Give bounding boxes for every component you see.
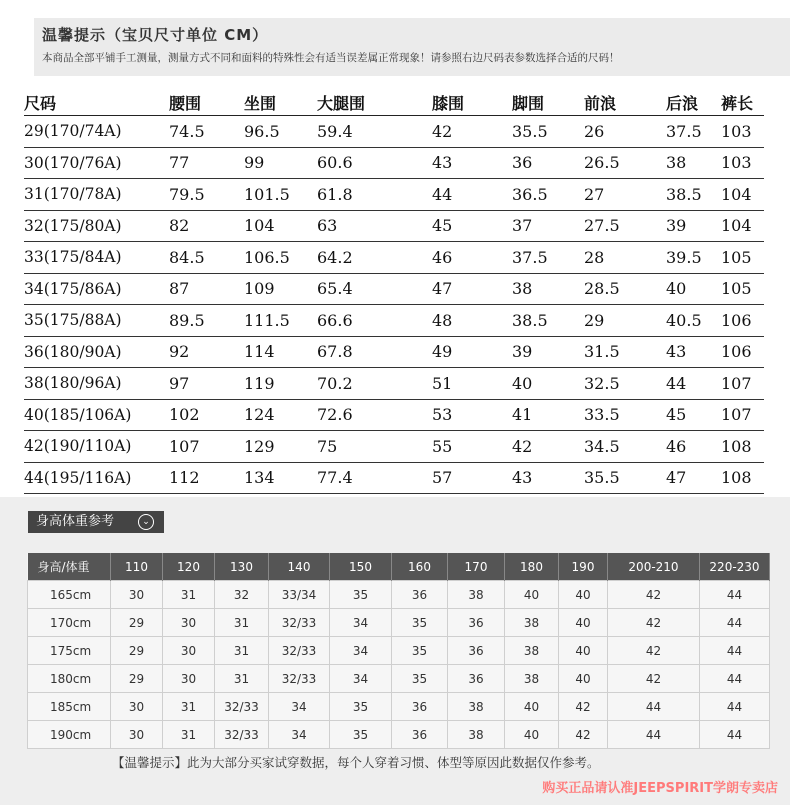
recommended-size-cell: 40 xyxy=(559,665,608,693)
size-row xyxy=(24,399,764,431)
recommended-size-cell: 30 xyxy=(163,665,215,693)
size-value-cell: 34.5 xyxy=(584,431,666,463)
size-value-cell: 44 xyxy=(432,179,512,211)
height-weight-header-row xyxy=(28,553,770,581)
weight-header-cell: 160 xyxy=(392,553,448,581)
weight-header-cell: 200-210 xyxy=(608,553,700,581)
size-value-cell: 63 xyxy=(317,210,432,242)
size-value-cell: 26 xyxy=(584,116,666,148)
size-value-cell: 39 xyxy=(666,210,721,242)
height-weight-reference-tab[interactable] xyxy=(28,511,164,533)
size-value-cell: 36.5 xyxy=(512,179,584,211)
height-label-cell: 190cm xyxy=(28,721,111,749)
size-value-cell: 107 xyxy=(721,399,764,431)
size-header-cell: 腰围 xyxy=(169,90,244,116)
size-row xyxy=(24,147,764,179)
weight-header-cell: 110 xyxy=(111,553,163,581)
size-value-cell: 124 xyxy=(244,399,317,431)
height-label-cell: 170cm xyxy=(28,609,111,637)
size-value-cell: 103 xyxy=(721,116,764,148)
size-value-cell: 49 xyxy=(432,336,512,368)
size-value-cell: 65.4 xyxy=(317,273,432,305)
recommended-size-cell: 42 xyxy=(608,637,700,665)
recommended-size-cell: 35 xyxy=(392,609,448,637)
size-value-cell: 27 xyxy=(584,179,666,211)
recommended-size-cell: 44 xyxy=(608,721,700,749)
weight-header-cell: 220-230 xyxy=(700,553,770,581)
weight-header-cell: 130 xyxy=(215,553,269,581)
size-value-cell: 42 xyxy=(512,431,584,463)
size-value-cell: 29 xyxy=(584,305,666,337)
size-header-cell: 尺码 xyxy=(24,90,169,116)
recommended-size-cell: 32 xyxy=(215,581,269,609)
size-value-cell: 43 xyxy=(512,462,584,494)
footer-tip: 【温馨提示】此为大部分买家试穿数据，每个人穿着习惯、体型等原因此数据仅作参考。 xyxy=(112,755,600,770)
size-label-cell: 34(175/86A) xyxy=(24,273,169,305)
recommended-size-cell: 36 xyxy=(392,721,448,749)
size-value-cell: 77.4 xyxy=(317,462,432,494)
size-label-cell: 30(170/76A) xyxy=(24,147,169,179)
size-label-cell: 32(175/80A) xyxy=(24,210,169,242)
size-label-cell: 38(180/96A) xyxy=(24,368,169,400)
recommended-size-cell: 32/33 xyxy=(269,609,330,637)
size-value-cell: 37.5 xyxy=(666,116,721,148)
size-value-cell: 101.5 xyxy=(244,179,317,211)
size-value-cell: 75 xyxy=(317,431,432,463)
size-value-cell: 59.4 xyxy=(317,116,432,148)
recommended-size-cell: 34 xyxy=(330,609,392,637)
size-row xyxy=(24,179,764,211)
size-label-cell: 29(170/74A) xyxy=(24,116,169,148)
recommended-size-cell: 32/33 xyxy=(215,693,269,721)
recommended-size-cell: 34 xyxy=(269,693,330,721)
size-header-cell: 膝围 xyxy=(432,90,512,116)
size-value-cell: 45 xyxy=(432,210,512,242)
recommended-size-cell: 42 xyxy=(608,609,700,637)
size-label-cell: 36(180/90A) xyxy=(24,336,169,368)
recommended-size-cell: 44 xyxy=(608,693,700,721)
recommended-size-cell: 40 xyxy=(559,637,608,665)
recommended-size-cell: 44 xyxy=(700,609,770,637)
size-header-cell: 大腿围 xyxy=(317,90,432,116)
recommended-size-cell: 31 xyxy=(215,637,269,665)
recommended-size-cell: 40 xyxy=(505,693,559,721)
recommended-size-cell: 35 xyxy=(330,581,392,609)
recommended-size-cell: 33/34 xyxy=(269,581,330,609)
recommended-size-cell: 29 xyxy=(111,665,163,693)
weight-header-cell: 120 xyxy=(163,553,215,581)
size-value-cell: 70.2 xyxy=(317,368,432,400)
size-value-cell: 108 xyxy=(721,462,764,494)
size-label-cell: 40(185/106A) xyxy=(24,399,169,431)
height-row xyxy=(28,609,770,637)
size-value-cell: 38.5 xyxy=(666,179,721,211)
recommended-size-cell: 42 xyxy=(559,721,608,749)
size-value-cell: 111.5 xyxy=(244,305,317,337)
height-row xyxy=(28,721,770,749)
recommended-size-cell: 42 xyxy=(608,581,700,609)
recommended-size-cell: 35 xyxy=(392,665,448,693)
size-value-cell: 35.5 xyxy=(512,116,584,148)
size-value-cell: 42 xyxy=(432,116,512,148)
recommended-size-cell: 32/33 xyxy=(269,665,330,693)
size-value-cell: 108 xyxy=(721,431,764,463)
size-value-cell: 57 xyxy=(432,462,512,494)
size-label-cell: 31(170/78A) xyxy=(24,179,169,211)
reference-tab-label: 身高体重参考 xyxy=(36,514,115,529)
recommended-size-cell: 32/33 xyxy=(269,637,330,665)
height-row xyxy=(28,637,770,665)
recommended-size-cell: 38 xyxy=(505,665,559,693)
recommended-size-cell: 44 xyxy=(700,665,770,693)
size-value-cell: 28.5 xyxy=(584,273,666,305)
height-label-cell: 175cm xyxy=(28,637,111,665)
recommended-size-cell: 36 xyxy=(448,609,505,637)
recommended-size-cell: 40 xyxy=(505,721,559,749)
recommended-size-cell: 38 xyxy=(448,721,505,749)
recommended-size-cell: 38 xyxy=(505,609,559,637)
recommended-size-cell: 42 xyxy=(559,693,608,721)
notice-description: 本商品全部平铺手工测量，测量方式不同和面料的特殊性会有适当误差属正常现象！请参照右边尺码表参数选择合适的尺码！ xyxy=(42,52,620,64)
size-value-cell: 55 xyxy=(432,431,512,463)
size-value-cell: 102 xyxy=(169,399,244,431)
size-value-cell: 46 xyxy=(432,242,512,274)
size-value-cell: 61.8 xyxy=(317,179,432,211)
recommended-size-cell: 34 xyxy=(330,665,392,693)
recommended-size-cell: 29 xyxy=(111,609,163,637)
size-value-cell: 35.5 xyxy=(584,462,666,494)
size-value-cell: 99 xyxy=(244,147,317,179)
size-value-cell: 96.5 xyxy=(244,116,317,148)
size-value-cell: 104 xyxy=(244,210,317,242)
weight-header-cell: 150 xyxy=(330,553,392,581)
size-value-cell: 27.5 xyxy=(584,210,666,242)
size-value-cell: 64.2 xyxy=(317,242,432,274)
size-value-cell: 39.5 xyxy=(666,242,721,274)
height-row xyxy=(28,581,770,609)
size-label-cell: 33(175/84A) xyxy=(24,242,169,274)
size-header-cell: 前浪 xyxy=(584,90,666,116)
recommended-size-cell: 44 xyxy=(700,721,770,749)
weight-header-cell: 190 xyxy=(559,553,608,581)
size-value-cell: 40 xyxy=(666,273,721,305)
size-value-cell: 28 xyxy=(584,242,666,274)
size-row xyxy=(24,368,764,400)
weight-header-cell: 170 xyxy=(448,553,505,581)
size-chart-table xyxy=(24,90,764,494)
height-label-cell: 180cm xyxy=(28,665,111,693)
recommended-size-cell: 36 xyxy=(448,637,505,665)
size-value-cell: 41 xyxy=(512,399,584,431)
height-label-cell: 185cm xyxy=(28,693,111,721)
size-value-cell: 45 xyxy=(666,399,721,431)
size-row xyxy=(24,336,764,368)
size-value-cell: 37 xyxy=(512,210,584,242)
recommended-size-cell: 38 xyxy=(448,581,505,609)
size-value-cell: 67.8 xyxy=(317,336,432,368)
recommended-size-cell: 31 xyxy=(163,693,215,721)
size-value-cell: 74.5 xyxy=(169,116,244,148)
size-value-cell: 92 xyxy=(169,336,244,368)
recommended-size-cell: 40 xyxy=(559,609,608,637)
size-header-cell: 后浪 xyxy=(666,90,721,116)
size-chart-header-row xyxy=(24,90,764,116)
size-value-cell: 134 xyxy=(244,462,317,494)
size-value-cell: 82 xyxy=(169,210,244,242)
size-label-cell: 44(195/116A) xyxy=(24,462,169,494)
size-row xyxy=(24,462,764,494)
size-value-cell: 129 xyxy=(244,431,317,463)
recommended-size-cell: 36 xyxy=(392,693,448,721)
height-weight-body xyxy=(28,581,770,749)
size-value-cell: 33.5 xyxy=(584,399,666,431)
size-value-cell: 107 xyxy=(169,431,244,463)
size-value-cell: 79.5 xyxy=(169,179,244,211)
size-value-cell: 104 xyxy=(721,179,764,211)
size-chart-body xyxy=(24,116,764,494)
height-label-cell: 165cm xyxy=(28,581,111,609)
size-value-cell: 87 xyxy=(169,273,244,305)
size-header-cell: 裤长 xyxy=(721,90,764,116)
size-value-cell: 44 xyxy=(666,368,721,400)
weight-header-cell: 身高/体重 xyxy=(28,553,111,581)
size-value-cell: 107 xyxy=(721,368,764,400)
weight-header-cell: 180 xyxy=(505,553,559,581)
weight-header-cell: 140 xyxy=(269,553,330,581)
height-row xyxy=(28,665,770,693)
size-value-cell: 53 xyxy=(432,399,512,431)
height-row xyxy=(28,693,770,721)
recommended-size-cell: 31 xyxy=(215,665,269,693)
size-value-cell: 60.6 xyxy=(317,147,432,179)
size-value-cell: 38 xyxy=(666,147,721,179)
recommended-size-cell: 30 xyxy=(163,637,215,665)
recommended-size-cell: 34 xyxy=(330,637,392,665)
recommended-size-cell: 30 xyxy=(111,581,163,609)
size-header-cell: 脚围 xyxy=(512,90,584,116)
notice-title: 温馨提示（宝贝尺寸单位 CM） xyxy=(42,26,269,44)
size-value-cell: 66.6 xyxy=(317,305,432,337)
size-value-cell: 103 xyxy=(721,147,764,179)
recommended-size-cell: 38 xyxy=(505,637,559,665)
size-value-cell: 106.5 xyxy=(244,242,317,274)
size-value-cell: 26.5 xyxy=(584,147,666,179)
recommended-size-cell: 40 xyxy=(559,581,608,609)
size-value-cell: 31.5 xyxy=(584,336,666,368)
height-weight-table xyxy=(27,553,770,749)
recommended-size-cell: 44 xyxy=(700,581,770,609)
size-value-cell: 38 xyxy=(512,273,584,305)
recommended-size-cell: 31 xyxy=(163,581,215,609)
recommended-size-cell: 36 xyxy=(392,581,448,609)
recommended-size-cell: 35 xyxy=(392,637,448,665)
size-value-cell: 104 xyxy=(721,210,764,242)
size-value-cell: 37.5 xyxy=(512,242,584,274)
size-label-cell: 35(175/88A) xyxy=(24,305,169,337)
size-value-cell: 46 xyxy=(666,431,721,463)
recommended-size-cell: 30 xyxy=(111,721,163,749)
recommended-size-cell: 29 xyxy=(111,637,163,665)
size-value-cell: 77 xyxy=(169,147,244,179)
recommended-size-cell: 36 xyxy=(448,665,505,693)
size-value-cell: 105 xyxy=(721,273,764,305)
size-row xyxy=(24,210,764,242)
recommended-size-cell: 31 xyxy=(163,721,215,749)
size-value-cell: 43 xyxy=(666,336,721,368)
size-value-cell: 109 xyxy=(244,273,317,305)
recommended-size-cell: 34 xyxy=(269,721,330,749)
size-value-cell: 105 xyxy=(721,242,764,274)
recommended-size-cell: 31 xyxy=(215,609,269,637)
recommended-size-cell: 35 xyxy=(330,693,392,721)
size-value-cell: 47 xyxy=(666,462,721,494)
recommended-size-cell: 38 xyxy=(448,693,505,721)
recommended-size-cell: 35 xyxy=(330,721,392,749)
size-value-cell: 36 xyxy=(512,147,584,179)
size-value-cell: 72.6 xyxy=(317,399,432,431)
size-value-cell: 38.5 xyxy=(512,305,584,337)
recommended-size-cell: 40 xyxy=(505,581,559,609)
size-row xyxy=(24,242,764,274)
size-value-cell: 97 xyxy=(169,368,244,400)
size-row xyxy=(24,431,764,463)
size-value-cell: 48 xyxy=(432,305,512,337)
size-value-cell: 40.5 xyxy=(666,305,721,337)
size-value-cell: 106 xyxy=(721,305,764,337)
size-row xyxy=(24,305,764,337)
recommended-size-cell: 44 xyxy=(700,637,770,665)
size-value-cell: 32.5 xyxy=(584,368,666,400)
size-header-cell: 坐围 xyxy=(244,90,317,116)
size-value-cell: 106 xyxy=(721,336,764,368)
size-value-cell: 114 xyxy=(244,336,317,368)
notice-banner xyxy=(34,18,790,76)
size-value-cell: 112 xyxy=(169,462,244,494)
size-value-cell: 89.5 xyxy=(169,305,244,337)
recommended-size-cell: 42 xyxy=(608,665,700,693)
chevron-down-circle-icon: ⌄ xyxy=(138,514,154,530)
recommended-size-cell: 44 xyxy=(700,693,770,721)
size-value-cell: 40 xyxy=(512,368,584,400)
size-row xyxy=(24,116,764,148)
size-value-cell: 43 xyxy=(432,147,512,179)
size-value-cell: 51 xyxy=(432,368,512,400)
size-value-cell: 47 xyxy=(432,273,512,305)
size-value-cell: 39 xyxy=(512,336,584,368)
recommended-size-cell: 30 xyxy=(163,609,215,637)
size-label-cell: 42(190/110A) xyxy=(24,431,169,463)
size-row xyxy=(24,273,764,305)
size-value-cell: 84.5 xyxy=(169,242,244,274)
size-value-cell: 119 xyxy=(244,368,317,400)
store-watermark: 购买正品请认准JEEPSPIRIT学朗专卖店 xyxy=(542,781,778,796)
recommended-size-cell: 30 xyxy=(111,693,163,721)
recommended-size-cell: 32/33 xyxy=(215,721,269,749)
